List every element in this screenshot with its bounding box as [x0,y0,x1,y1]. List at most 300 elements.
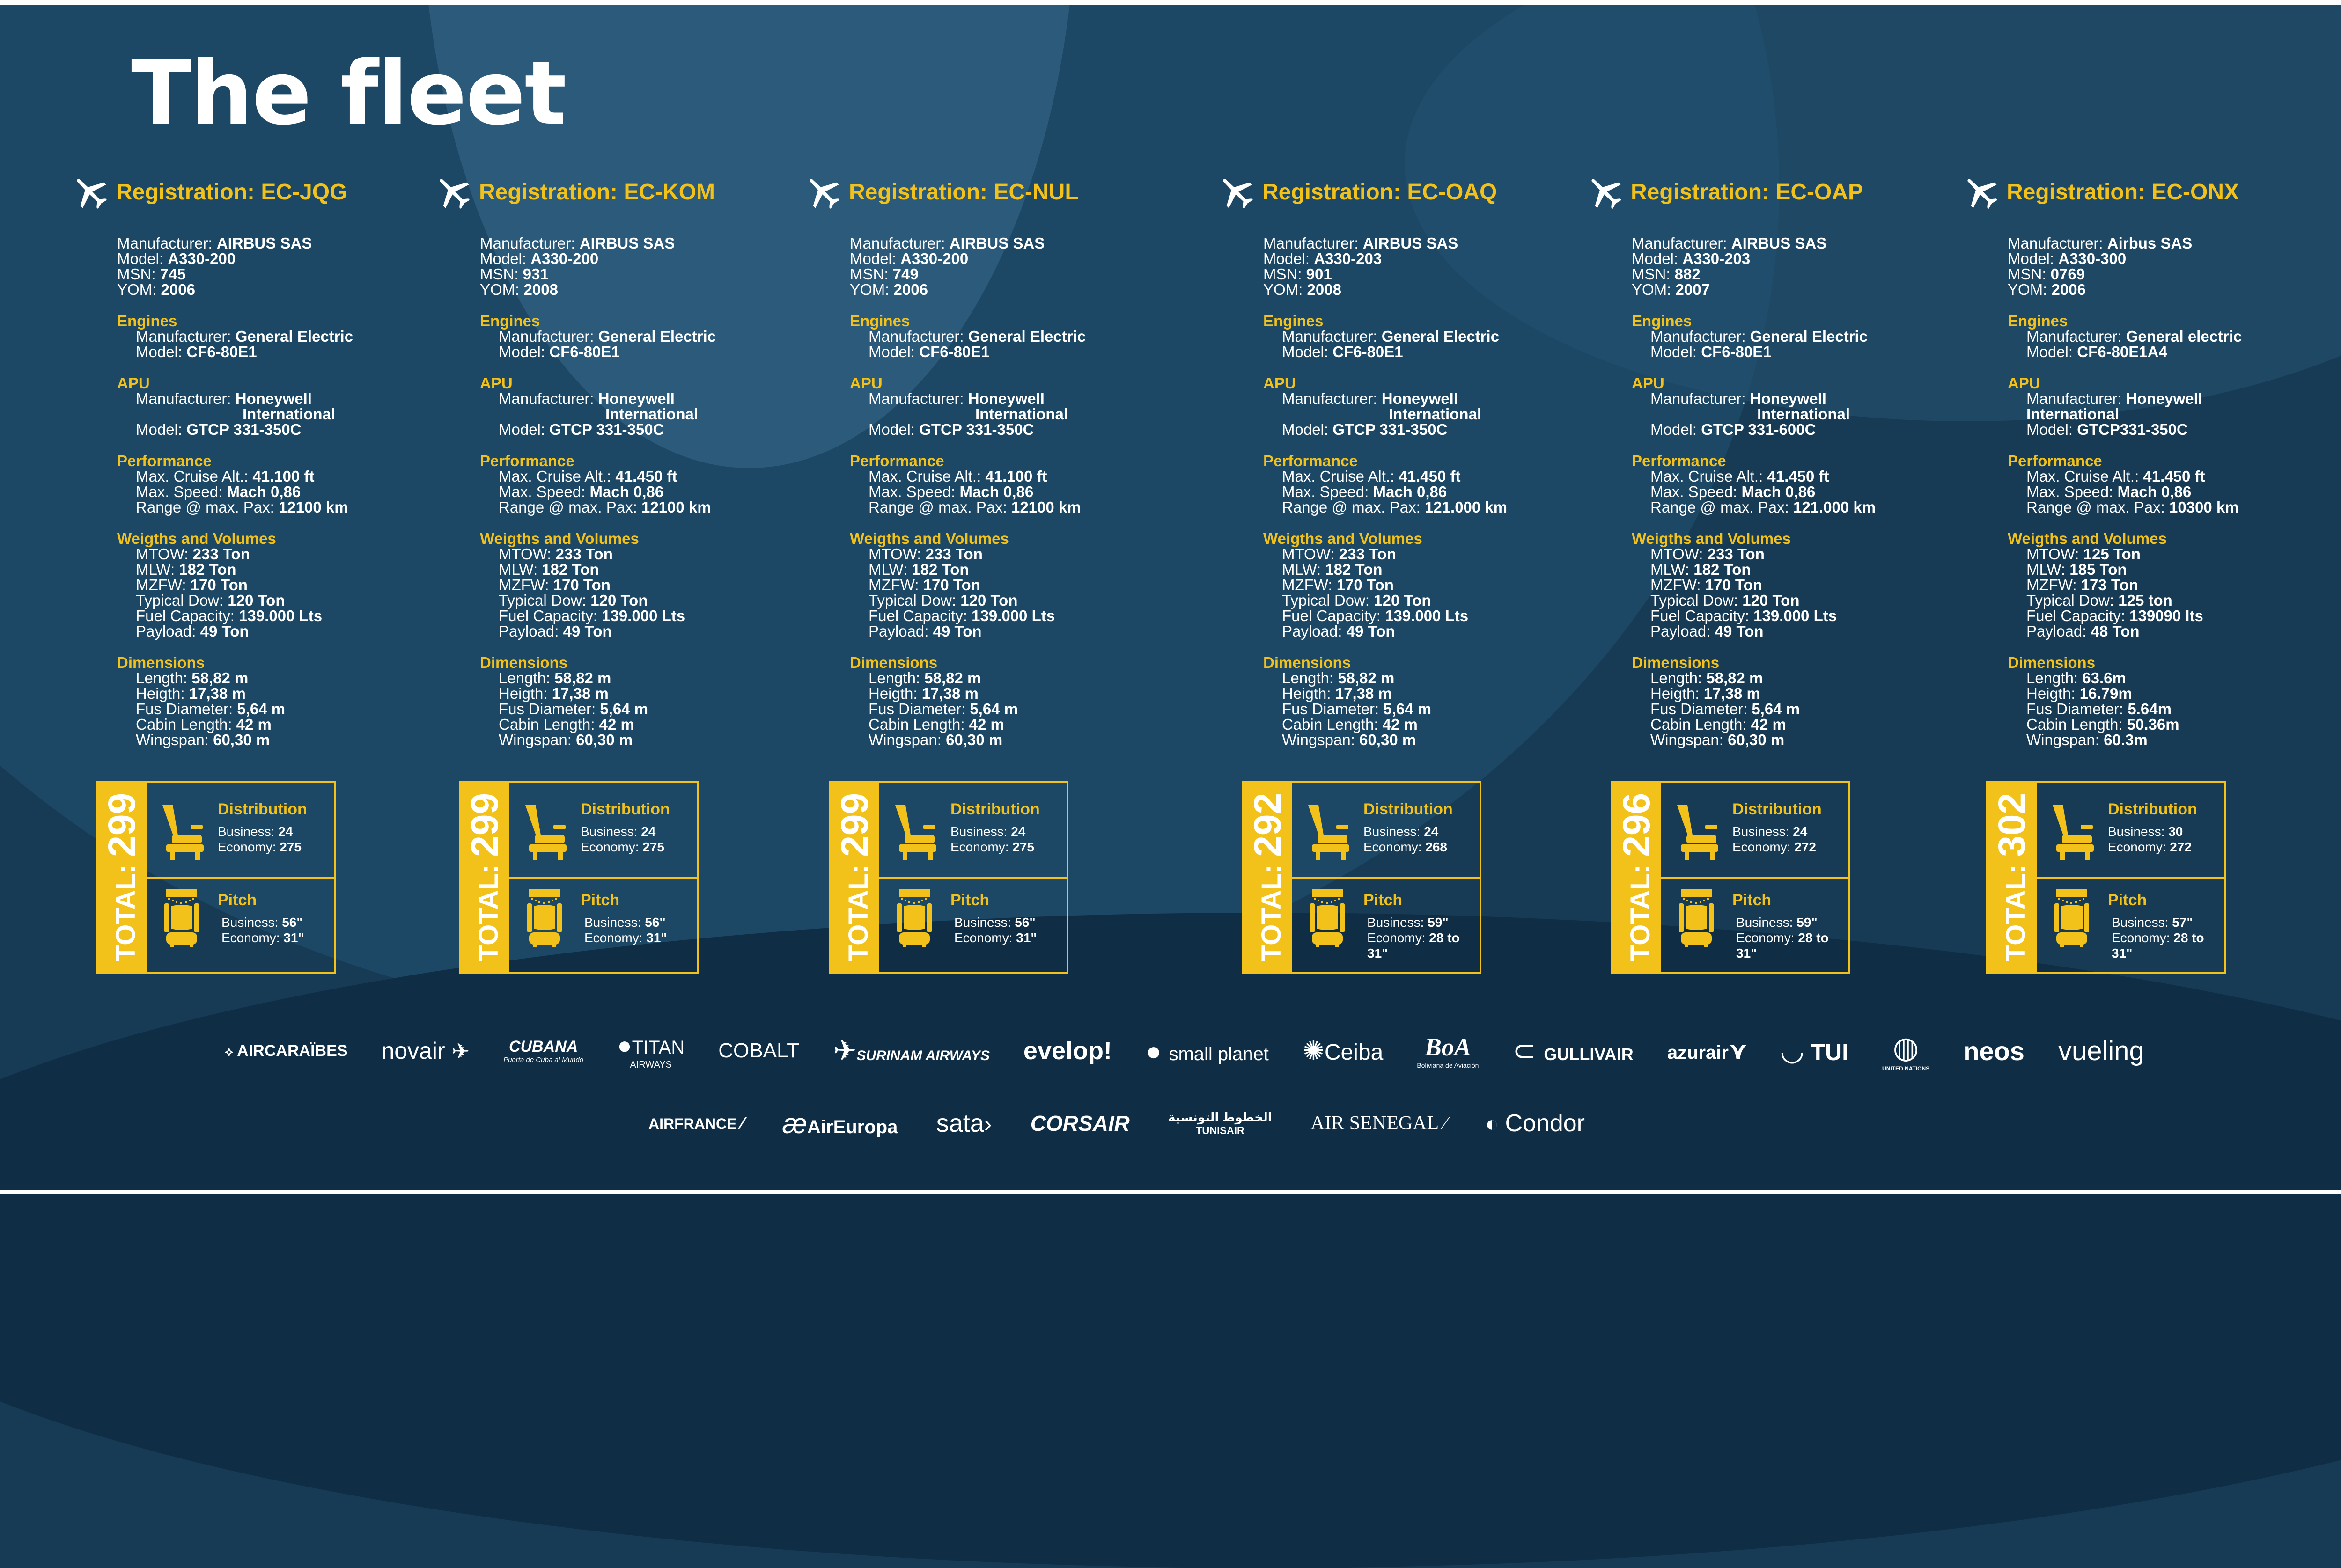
apu-manufacturer [499,391,808,406]
mtow-value: 125 Ton [2083,545,2141,563]
engine-model-value: CF6-80E1 [549,343,620,360]
typical-dow [869,593,1178,608]
max-speed-value: Mach 0,86 [1373,483,1447,500]
wingspan-label: Wingspan: [869,731,942,748]
payload-label: Payload: [499,623,559,640]
mlw-value: 182 Ton [912,561,969,578]
seating-details [1292,783,1480,972]
payload-label: Payload: [2026,623,2087,640]
distribution-economy-value: 272 [1794,840,1816,854]
apu-manufacturer-cont-value: International [243,405,336,423]
model [117,251,445,266]
height [499,686,808,701]
manufacturer-label: Manufacturer: [850,234,945,252]
manufacturer-value: Airbus SAS [2107,234,2193,252]
pitch-economy [2112,930,2204,945]
max-speed-label: Max. Speed: [1650,483,1737,500]
aircraft-specs [117,235,445,747]
msn [117,266,445,282]
mlw [869,562,1178,577]
apu-manufacturer-label: Manufacturer: [2026,390,2122,407]
distribution-label: Distribution [581,800,670,818]
distribution-business-label: Business: [950,824,1008,839]
performance-heading: Performance [850,452,944,469]
distribution-business-label: Business: [581,824,638,839]
apu-manufacturer [869,391,1178,406]
apu-model-label: Model: [1650,421,1697,438]
seating-card [96,781,336,974]
wingspan [2026,732,2335,747]
pitch-economy-label: Economy: [584,931,643,945]
distribution-economy-value: 268 [1425,840,1447,854]
seating-card [1611,781,1850,974]
seating-details [147,783,334,972]
apu-manufacturer-cont [243,406,445,422]
engine-manufacturer-value: General Electric [1750,328,1868,345]
engines-heading: Engines [2008,312,2068,330]
mtow-label: MTOW: [2026,545,2079,563]
distribution-business [581,824,664,839]
payload [499,623,808,639]
weights-heading: Weigths and Volumes [850,530,1009,547]
total-seats-band [98,783,147,972]
pitch-economy-value: 28 to [1798,931,1829,945]
height-value: 17,38 m [1703,685,1760,702]
fuel-capacity [136,608,445,623]
aircraft-column [1585,171,1959,747]
length-label: Length: [1650,669,1702,687]
apu-manufacturer-label: Manufacturer: [1650,390,1746,407]
height [136,686,445,701]
cabin-length [499,717,808,732]
wingspan-label: Wingspan: [1650,731,1723,748]
pitch-values [221,915,304,945]
cruise-altitude-label: Max. Cruise Alt.: [1650,468,1763,485]
engine-manufacturer-label: Manufacturer: [1650,328,1746,345]
cruise-altitude-value: 41.450 ft [2143,468,2205,485]
aircraft-header [1216,171,1591,213]
fus-diameter-label: Fus Diameter: [499,700,596,718]
distribution-economy-value: 275 [1012,840,1034,854]
client-logos-row-1 [225,1030,2144,1072]
fus-diameter-label: Fus Diameter: [136,700,233,718]
apu-manufacturer-value: Honeywell [598,390,675,407]
payload-label: Payload: [1282,623,1342,640]
cruise-altitude-label: Max. Cruise Alt.: [499,468,611,485]
airplane-icon [70,172,110,212]
engine-manufacturer-value: General Electric [968,328,1086,345]
mtow-value: 233 Ton [1339,545,1396,563]
airplane-icon [1585,172,1624,212]
typical-dow-label: Typical Dow: [1282,592,1370,609]
range [1282,499,1591,515]
apu-heading: APU [1632,374,1664,392]
fuel-capacity [2026,608,2335,623]
client-logo-cobalt: COBALT [718,1039,800,1062]
payload-value: 48 Ton [2091,623,2140,640]
range-label: Range @ max. Pax: [869,498,1007,516]
payload-value: 49 Ton [563,623,612,640]
pitch-section [1292,877,1480,972]
length-label: Length: [136,669,188,687]
mtow [1282,546,1591,562]
model-label: Model: [480,250,527,267]
pitch-economy-label: Economy: [2112,931,2170,945]
model [1632,251,1959,266]
mlw-value: 182 Ton [179,561,236,578]
apu-manufacturer [1282,391,1591,406]
apu-manufacturer-label: Manufacturer: [869,390,964,407]
mlw-label: MLW: [499,561,538,578]
payload [136,623,445,639]
cabin-length-value: 42 m [599,716,634,733]
pitch-economy-cont [2112,945,2204,961]
registration-title: Registration: EC-OAQ [1262,179,1497,205]
airplane-icon [1216,172,1256,212]
model [850,251,1178,266]
pitch-section [879,877,1067,972]
weights-heading: Weigths and Volumes [117,530,276,547]
fuel-capacity [499,608,808,623]
msn-value: 745 [160,265,186,283]
cruise-altitude-label: Max. Cruise Alt.: [869,468,981,485]
seating-details [1661,783,1848,972]
distribution-business-value: 24 [278,824,293,839]
wingspan [869,732,1178,747]
total-value: 296 [1615,792,1658,857]
height [1282,686,1591,701]
seat-pitch-icon [156,887,207,948]
fuel-capacity-label: Fuel Capacity: [136,607,235,624]
distribution-economy [218,839,302,855]
typical-dow [1650,593,1959,608]
msn-label: MSN: [2008,265,2047,283]
apu-manufacturer-label: Manufacturer: [499,390,594,407]
payload-label: Payload: [869,623,929,640]
distribution-business-value: 30 [2168,824,2183,839]
cruise-altitude-label: Max. Cruise Alt.: [2026,468,2139,485]
pitch-values [584,915,667,945]
dimensions-heading: Dimensions [2008,654,2096,671]
total-seats-band [461,783,509,972]
msn-label: MSN: [117,265,156,283]
apu-model [2026,422,2335,437]
total-seats [833,793,877,961]
aircraft-column [70,171,445,747]
fus-diameter [2026,701,2335,717]
mlw-value: 182 Ton [542,561,599,578]
msn [850,266,1178,282]
client-logo-titan: ●TITAN AIRWAYS [617,1032,685,1070]
client-logo-gullivair: ⊂ GULLIVAIR [1512,1035,1634,1066]
wingspan-label: Wingspan: [499,731,572,748]
aircraft-column [433,171,808,747]
model-label: Model: [117,250,164,267]
airplane-icon [433,172,472,212]
wingspan-value: 60.3m [2104,731,2148,748]
apu-model-label: Model: [2026,421,2073,438]
distribution-economy [581,839,664,855]
engines-heading: Engines [1632,312,1692,330]
mlw [1650,562,1959,577]
engine-model [1282,344,1591,359]
seat-pitch-icon [1671,887,1722,948]
mzfw-label: MZFW: [136,576,186,593]
apu-manufacturer-label: Manufacturer: [1282,390,1377,407]
length [1282,670,1591,686]
msn-label: MSN: [1263,265,1302,283]
engine-model-value: CF6-80E1 [919,343,990,360]
model-value: A330-200 [168,250,236,267]
total-value: 292 [1246,792,1289,857]
wingspan [499,732,808,747]
typical-dow-label: Typical Dow: [869,592,957,609]
distribution-business [218,824,302,839]
yom-value: 2007 [1675,281,1710,298]
mlw-value: 182 Ton [1693,561,1751,578]
apu-manufacturer-cont-value: International [975,405,1068,423]
seating-details [879,783,1067,972]
max-speed [1650,484,1959,499]
fus-diameter-label: Fus Diameter: [1282,700,1379,718]
client-logo-neos: neos [1963,1036,2024,1066]
pitch-economy-cont [1367,945,1460,961]
seating-card [829,781,1068,974]
max-speed-value: Mach 0,86 [227,483,301,500]
aircraft-specs [850,235,1178,747]
pitch-business [1736,915,1829,930]
mtow-label: MTOW: [136,545,189,563]
engines-heading: Engines [850,312,910,330]
apu-manufacturer [2026,391,2335,406]
registration-title: Registration: EC-ONX [2007,179,2239,205]
apu-manufacturer [1650,391,1959,406]
max-speed-value: Mach 0,86 [1741,483,1816,500]
manufacturer-label: Manufacturer: [1263,234,1359,252]
distribution-business [1363,824,1447,839]
cruise-altitude-value: 41.450 ft [1399,468,1461,485]
mzfw-label: MZFW: [1282,576,1332,593]
range-label: Range @ max. Pax: [2026,498,2165,516]
pitch-business-label: Business: [954,915,1011,930]
mtow-value: 233 Ton [1707,545,1765,563]
payload-value: 49 Ton [200,623,249,640]
cabin-length [2026,717,2335,732]
mzfw-label: MZFW: [499,576,549,593]
fus-diameter-value: 5,64 m [970,700,1018,718]
payload [869,623,1178,639]
fuel-capacity-value: 139.000 Lts [972,607,1055,624]
apu-model-label: Model: [136,421,183,438]
msn [2008,266,2335,282]
registration-title: Registration: EC-JQG [116,179,347,205]
aircraft-specs [1263,235,1591,747]
total-seats [1615,793,1659,961]
registration-title: Registration: EC-OAP [1631,179,1863,205]
mzfw [1650,577,1959,593]
client-logo-boa: BoA Boliviana de Aviación [1417,1033,1479,1069]
height-label: Heigth: [136,685,185,702]
engine-manufacturer-value: General Electric [598,328,716,345]
yom [480,282,808,297]
max-speed-label: Max. Speed: [136,483,223,500]
total-label: TOTAL: [2001,864,2031,962]
apu-heading: APU [480,374,513,392]
mlw-label: MLW: [869,561,908,578]
distribution-label: Distribution [218,800,307,818]
height [2026,686,2335,701]
performance-heading: Performance [1263,452,1358,469]
model [2008,251,2335,266]
max-speed-value: Mach 0,86 [2117,483,2192,500]
seating-card [459,781,699,974]
pitch-business-label: Business: [1736,915,1793,930]
yom [850,282,1178,297]
distribution-business-value: 24 [641,824,656,839]
distribution-business-value: 24 [1793,824,1808,839]
yom-label: YOM: [2008,281,2047,298]
cabin-length-value: 42 m [1751,716,1786,733]
mtow-label: MTOW: [1282,545,1335,563]
wingspan-value: 60,30 m [1359,731,1416,748]
apu-model [1282,422,1591,437]
model-value: A330-200 [900,250,969,267]
fus-diameter-value: 5.64m [2128,700,2172,718]
typical-dow-value: 120 Ton [1374,592,1431,609]
fuel-capacity-value: 139.000 Lts [602,607,685,624]
range [869,499,1178,515]
height-label: Heigth: [2026,685,2076,702]
pitch-values [1367,915,1460,961]
total-label: TOTAL: [1256,864,1287,962]
fus-diameter-value: 5,64 m [1752,700,1800,718]
manufacturer-label: Manufacturer: [480,234,575,252]
distribution-economy [2108,839,2192,855]
distribution-section [879,783,1067,879]
wingspan [1282,732,1591,747]
height-label: Heigth: [1650,685,1700,702]
model [1263,251,1591,266]
typical-dow [136,593,445,608]
mzfw [136,577,445,593]
distribution-label: Distribution [2108,800,2197,818]
length-value: 58,82 m [1706,669,1763,687]
fuel-capacity-value: 139090 lts [2129,607,2203,624]
distribution-economy [950,839,1034,855]
height-value: 17,38 m [921,685,979,702]
mlw-label: MLW: [1650,561,1690,578]
apu-model-value: GTCP 331-350C [549,421,664,438]
aircraft-header [1961,171,2335,213]
range [2026,499,2335,515]
cruise-altitude-value: 41.450 ft [615,468,677,485]
cruise-altitude [136,469,445,484]
distribution-business-label: Business: [1732,824,1789,839]
distribution-values [950,824,1034,855]
pitch-label: Pitch [1363,891,1403,909]
total-seats-band [1244,783,1292,972]
pitch-business-value: 57" [2172,915,2193,930]
mzfw-value: 173 Ton [2081,576,2138,593]
background-shape [0,913,2341,1568]
typical-dow [1282,593,1591,608]
length-label: Length: [2026,669,2078,687]
client-logo-small-planet: ● small planet [1146,1036,1269,1066]
typical-dow-value: 125 ton [2118,592,2172,609]
typical-dow-value: 120 Ton [228,592,285,609]
apu-manufacturer-cont [1389,406,1591,422]
distribution-label: Distribution [1363,800,1453,818]
max-speed [136,484,445,499]
length [136,670,445,686]
client-logo-condor: ◐ Condor [1485,1110,1585,1137]
apu-model-value: GTCP 331-350C [1332,421,1448,438]
engine-model [499,344,808,359]
engine-model [869,344,1178,359]
client-logo-aircaraibes: ⟡ AIRCARAÏBES [225,1041,348,1060]
distribution-economy [1732,839,1816,855]
pitch-business [1367,915,1460,930]
pitch-economy-cont [1736,945,1829,961]
model-value: A330-203 [1682,250,1751,267]
client-logo-evelop: evelop! [1023,1037,1112,1065]
distribution-section [509,783,697,879]
mlw-value: 182 Ton [1325,561,1383,578]
mtow [869,546,1178,562]
range [499,499,808,515]
pitch-business-label: Business: [584,915,641,930]
distribution-business [2108,824,2192,839]
mtow-label: MTOW: [499,545,552,563]
seat-pitch-icon [2046,887,2098,948]
distribution-economy-value: 275 [280,840,302,854]
pitch-section [1661,877,1848,972]
apu-heading: APU [850,374,883,392]
mtow-label: MTOW: [1650,545,1703,563]
height [1650,686,1959,701]
height-value: 17,38 m [189,685,246,702]
total-seats-band [831,783,879,972]
apu-model-value: GTCP 331-350C [186,421,302,438]
msn-value: 882 [1674,265,1701,283]
client-logo-sata: sata› [936,1109,992,1137]
apu-model-value: GTCP 331-350C [919,421,1034,438]
pitch-business [221,915,304,930]
pitch-economy-value: 31" [283,931,304,945]
distribution-business-label: Business: [1363,824,1421,839]
yom-value: 2008 [523,281,558,298]
client-logo-cubana: CUBANA Puerta de Cuba al Mundo [503,1038,584,1064]
engine-manufacturer-label: Manufacturer: [499,328,594,345]
pitch-business [954,915,1037,930]
payload-value: 49 Ton [1715,623,1764,640]
apu-model-value: GTCP331-350C [2077,421,2188,438]
msn [1632,266,1959,282]
length [1650,670,1959,686]
seating-card [1986,781,2226,974]
model-value: A330-203 [1314,250,1382,267]
distribution-economy-label: Economy: [2108,840,2166,854]
range-value: 12100 km [278,498,348,516]
apu-model-value: GTCP 331-600C [1701,421,1816,438]
msn-value: 749 [892,265,919,283]
range-value: 121.000 km [1424,498,1508,516]
aircraft-specs [1632,235,1959,747]
engines-heading: Engines [480,312,540,330]
fuel-capacity-value: 139.000 Lts [1753,607,1837,624]
apu-manufacturer-label: Manufacturer: [136,390,231,407]
model-label: Model: [1263,250,1310,267]
